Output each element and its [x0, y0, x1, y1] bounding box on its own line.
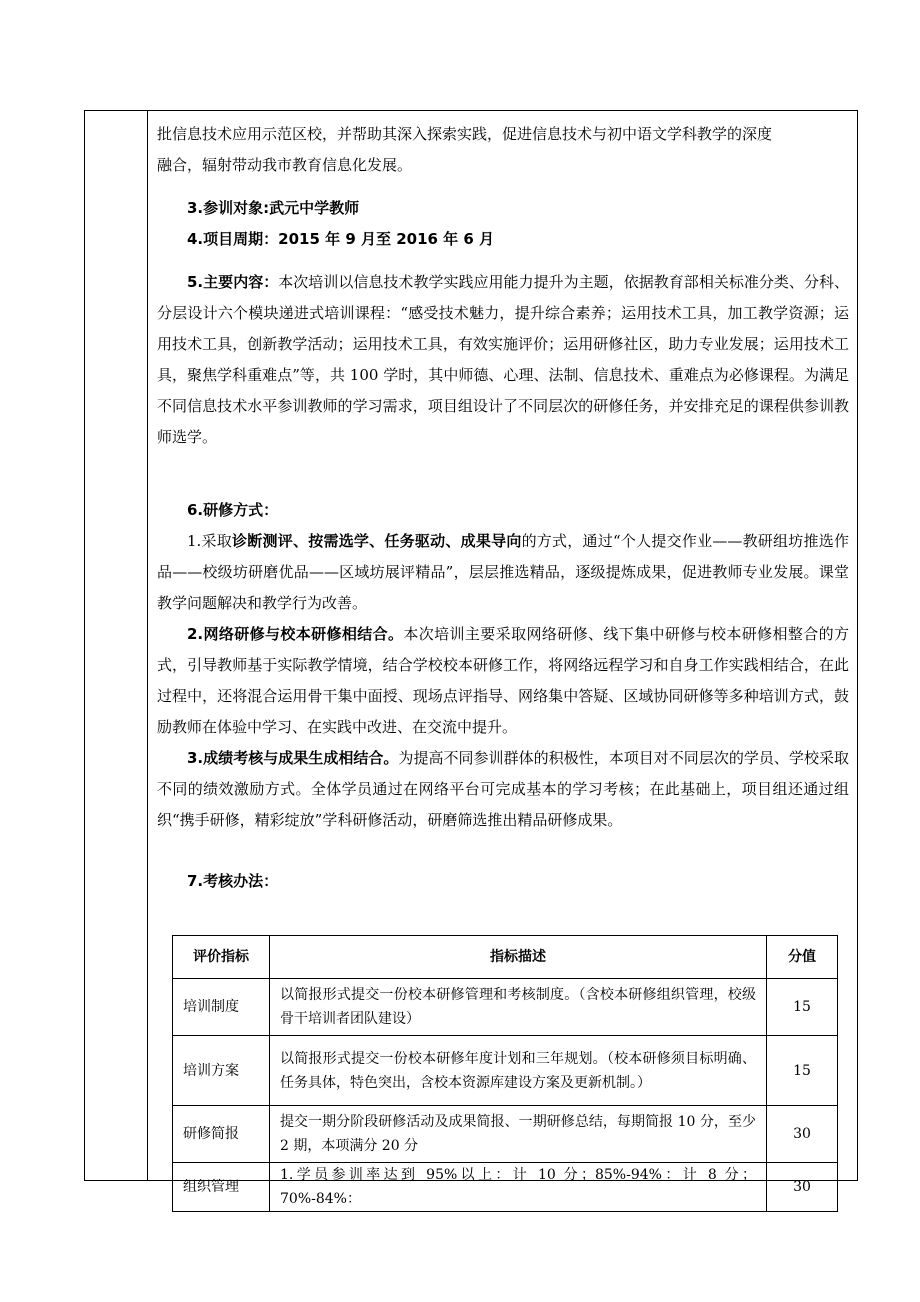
item-6-para-1: 1.采取诊断测评、按需选学、任务驱动、成果导向的方式，通过“个人提交作业——教研组坊推选作品——校级坊研磨优品——区域坊展评精品”，层层推选精品，逐级提炼成果，促进教师专业发展。课堂教学问题解决和教学行为改善。 [157, 532, 849, 612]
row-name: 培训方案 [173, 1036, 270, 1106]
row-score: 15 [767, 1036, 838, 1106]
document-content [157, 119, 849, 897]
intro-line-1: 批信息技术应用示范区校，并帮助其深入探索实践，促进信息技术与初中语文学科教学的深度 [157, 125, 773, 143]
header-score: 分值 [767, 936, 838, 979]
row-desc: 1.学员参训率达到 95%以上：计 10 分；85%-94%：计 8 分；70%-84%： [270, 1163, 767, 1212]
table-row [173, 1036, 838, 1106]
intro-line-2: 融合，辐射带动我市教育信息化发展。 [157, 156, 413, 174]
item-6-para-3: 3.成绩考核与成果生成相结合。为提高不同参训群体的积极性，本项目对不同层次的学员、学校采取不同的绩效激励方式。全体学员通过在网络平台可完成基本的学习考核；在此基础上，项目组还通过组织“携手研修，精彩绽放”学科研修活动，研磨筛选推出精品研修成果。 [157, 749, 849, 829]
row-desc: 提交一期分阶段研修活动及成果简报、一期研修总结，每期简报 10 分，至少 2 期，本项满分 20 分 [270, 1106, 767, 1163]
row-score: 30 [767, 1163, 838, 1212]
row-desc: 以简报形式提交一份校本研修管理和考核制度。（含校本研修组织管理，校级骨干培训者团队建设） [270, 979, 767, 1036]
document-frame [84, 110, 858, 1207]
row-name: 组织管理 [173, 1163, 270, 1212]
item-6-heading: 6.研修方式： [187, 501, 279, 519]
table-row [173, 979, 838, 1036]
header-indicator: 评价指标 [173, 936, 270, 979]
row-name: 研修简报 [173, 1106, 270, 1163]
table-header-row [173, 936, 838, 979]
header-description: 指标描述 [270, 936, 767, 979]
item-6-para-2: 2.网络研修与校本研修相结合。本次培训主要采取网络研修、线下集中研修与校本研修相整合的方式，引导教师基于实际教学情境，结合学校校本研修工作，将网络远程学习和自身工作实践相结合，在此过程中，还将混合运用骨干集中面授、现场点评指导、网络集中答疑、区域协同研修等多种培训方式，鼓励教师在体验中学习、在实践中改进、在交流中提升。 [157, 625, 849, 736]
table-row [173, 1106, 838, 1163]
item-4: 4.项目周期：2015 年 9 月至 2016 年 6 月 [187, 230, 495, 248]
left-label-column [85, 111, 148, 1180]
table-row [173, 1163, 838, 1212]
evaluation-table [172, 935, 838, 1212]
row-desc: 以简报形式提交一份校本研修年度计划和三年规划。（校本研修须目标明确、任务具体，特色突出，含校本资源库建设方案及更新机制。） [270, 1036, 767, 1106]
item-3: 3.参训对象:武元中学教师 [187, 199, 360, 217]
row-score: 15 [767, 979, 838, 1036]
item-7-heading: 7.考核办法： [187, 872, 279, 890]
row-name: 培训制度 [173, 979, 270, 1036]
row-score: 30 [767, 1106, 838, 1163]
item-5: 5.主要内容：本次培训以信息技术教学实践应用能力提升为主题，依据教育部相关标准分类、分科、分层设计六个模块递进式培训课程：“感受技术魅力，提升综合素养；运用技术工具，加工教学资源；运用技术工具，创新教学活动；运用技术工具，有效实施评价；运用研修社区，助力专业发展；运用技术工具，聚焦学科重难点”等，共 100 学时，其中师德、心理、法制、信息技术、重难点为必修课程。为满足不同信息技术水平参训教师的学习需求，项目组设计了不同层次的研修任务，并安排充足的课程供参训教师选学。 [157, 273, 849, 446]
